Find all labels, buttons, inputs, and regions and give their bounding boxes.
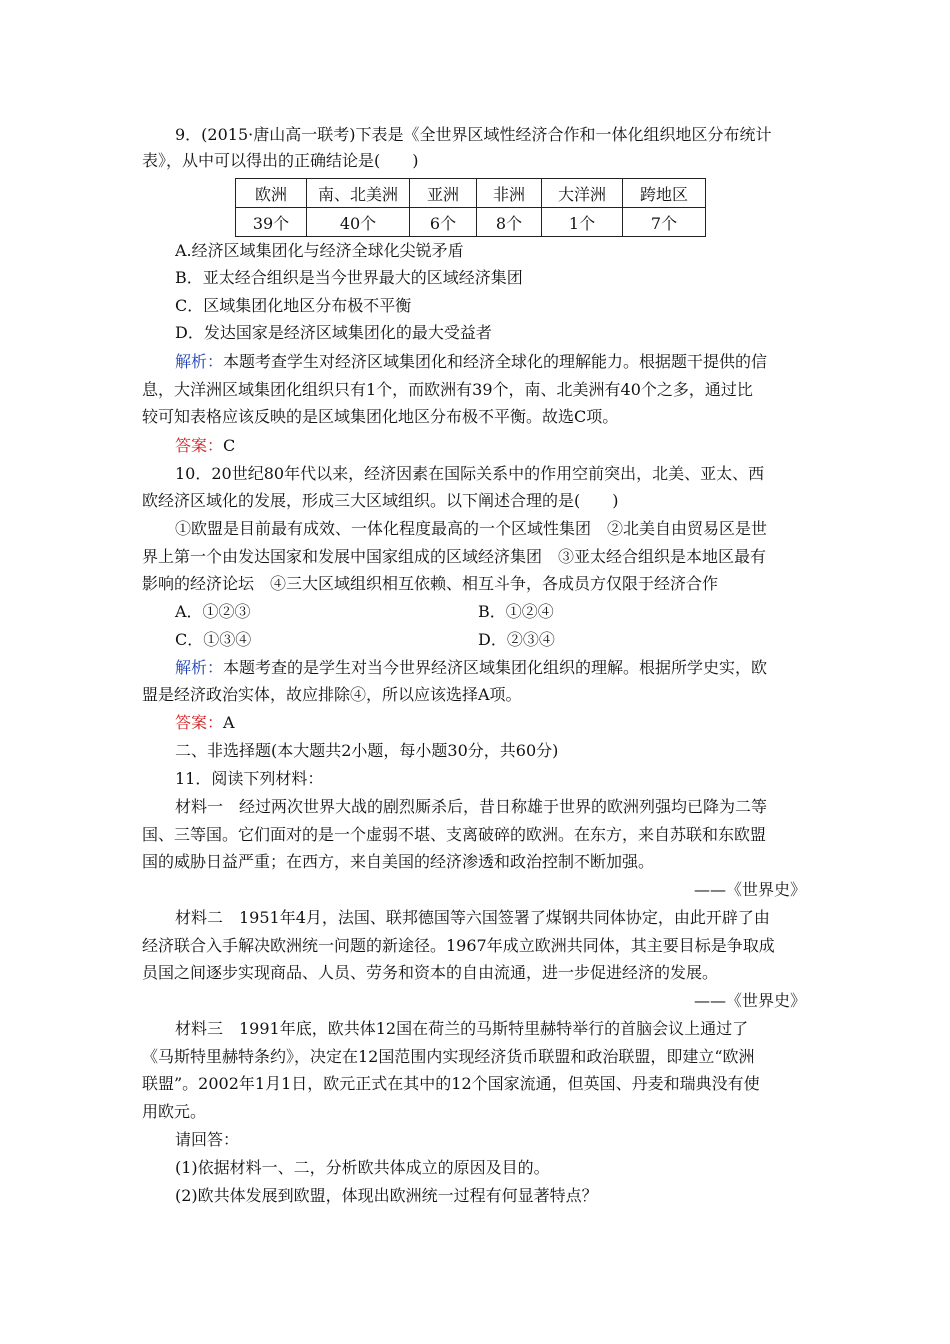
material3-line2: 《马斯特里赫特条约》，决定在12国范围内实现经济货币联盟和政治联盟，即建立“欧洲: [142, 1047, 755, 1066]
material3-line1: 材料三 1991年底，欧共体12国在荷兰的马斯特里赫特举行的首脑会议上通过了: [175, 1019, 749, 1038]
q10-stem-line5: 影响的经济论坛 ④三大区域组织相互依赖、相互斗争，各成员方仅限于经济合作: [142, 574, 719, 593]
table-header-cell: 欧洲: [236, 179, 307, 208]
q9-option-d: D．发达国家是经济区域集团化的最大受益者: [175, 323, 492, 342]
q9-stem-line2: 表》，从中可以得出的正确结论是( ): [142, 151, 419, 170]
table-header-cell: 南、北美洲: [307, 179, 410, 208]
table-value-cell: 7个: [623, 208, 706, 237]
q10-stem-line2: 欧经济区域化的发展，形成三大区域组织。以下阐述合理的是( ): [142, 491, 619, 510]
table-header-cell: 大洋洲: [542, 179, 623, 208]
q9-option-b: B．亚太经合组织是当今世界最大的区域经济集团: [175, 268, 523, 287]
q10-option-b: B．①②④: [478, 602, 554, 621]
q10-stem-line1: 10．20世纪80年代以来，经济因素在国际关系中的作用空前突出，北美、亚太、西: [175, 464, 765, 483]
answer-label: 答案：: [175, 436, 224, 455]
q9-analysis-line3: 较可知表格应该反映的是区域集团化地区分布极不平衡。故选C项。: [142, 407, 619, 426]
material2-line2: 经济联合入手解决欧洲统一问题的新途径。1967年成立欧洲共同体，其主要目标是争取成: [142, 936, 775, 955]
analysis-text: 本题考查的是学生对当今世界经济区域集团化组织的理解。根据所学史实，欧: [223, 658, 768, 677]
table-value-cell: 39个: [236, 208, 307, 237]
q9-option-c: C．区域集团化地区分布极不平衡: [175, 296, 412, 315]
q9-option-a: A.经济区域集团化与经济全球化尖锐矛盾: [175, 241, 464, 260]
table-value-cell: 1个: [542, 208, 623, 237]
answer-value: A: [223, 713, 235, 732]
q11-sub-question-2: (2)欧共体发展到欧盟，体现出欧洲统一过程有何显著特点？: [175, 1186, 598, 1205]
q10-answer: [175, 712, 806, 734]
material3-line4: 用欧元。: [142, 1102, 207, 1121]
answer-label: 答案：: [175, 713, 224, 732]
q10-option-a: A．①②③: [175, 602, 251, 621]
material1-line3: 国的威胁日益严重；在西方，来自美国的经济渗透和政治控制不断加强。: [142, 852, 655, 871]
q9-answer: [175, 435, 806, 457]
q11-please-answer: 请回答：: [175, 1130, 240, 1149]
analysis-text: 本题考查学生对经济区域集团化和经济全球化的理解能力。根据题干提供的信: [223, 352, 768, 371]
table-header-cell: 非洲: [477, 179, 542, 208]
q10-stem-line3: ①欧盟是目前最有成效、一体化程度最高的一个区域性集团 ②北美自由贸易区是世: [175, 519, 768, 538]
material3-line3: 联盟”。2002年1月1日，欧元正式在其中的12个国家流通，但英国、丹麦和瑞典没有使: [142, 1074, 760, 1093]
q10-analysis-line2: 盟是经济政治实体，故应排除④，所以应该选择A项。: [142, 685, 522, 704]
q10-analysis-line1: [175, 657, 806, 679]
q11-sub-question-1: (1)依据材料一、二，分析欧共体成立的原因及目的。: [175, 1158, 550, 1177]
material1-line1: 材料一 经过两次世界大战的剧烈厮杀后，昔日称雄于世界的欧洲列强均已降为二等: [175, 797, 768, 816]
q11-intro: 11．阅读下列材料：: [175, 769, 324, 788]
material1-line2: 国、三等国。它们面对的是一个虚弱不堪、支离破碎的欧洲。在东方，来自苏联和东欧盟: [142, 825, 767, 844]
table-value-cell: 6个: [410, 208, 477, 237]
material2-line1: 材料二 1951年4月，法国、联邦德国等六国签署了煤钢共同体协定，由此开辟了由: [175, 908, 770, 927]
material2-source: ——《世界史》: [693, 991, 806, 1010]
q9-analysis-line2: 息，大洋洲区域集团化组织只有1个，而欧洲有39个，南、北美洲有40个之多，通过比: [142, 380, 753, 399]
distribution-table: [235, 178, 706, 237]
section-heading: 二、非选择题(本大题共2小题，每小题30分，共60分): [175, 741, 559, 760]
table-header-cell: 跨地区: [623, 179, 706, 208]
table-header-cell: 亚洲: [410, 179, 477, 208]
q9-analysis-line1: [175, 351, 806, 373]
q9-stem-line1: 9．(2015·唐山高一联考)下表是《全世界区域性经济合作和一体化组织地区分布统计: [175, 125, 772, 144]
table-header-row: [236, 179, 706, 208]
table-value-cell: 40个: [307, 208, 410, 237]
q10-option-d: D．②③④: [478, 630, 555, 649]
q10-option-c: C．①③④: [175, 630, 252, 649]
material2-line3: 员国之间逐步实现商品、人员、劳务和资本的自由流通，进一步促进经济的发展。: [142, 963, 719, 982]
q10-stem-line4: 界上第一个由发达国家和发展中国家组成的区域经济集团 ③亚太经合组织是本地区最有: [142, 547, 767, 566]
analysis-label: 解析：: [175, 658, 224, 677]
table-value-row: [236, 208, 706, 237]
table-value-cell: 8个: [477, 208, 542, 237]
analysis-label: 解析：: [175, 352, 224, 371]
material1-source: ——《世界史》: [693, 880, 806, 899]
answer-value: C: [223, 436, 236, 455]
